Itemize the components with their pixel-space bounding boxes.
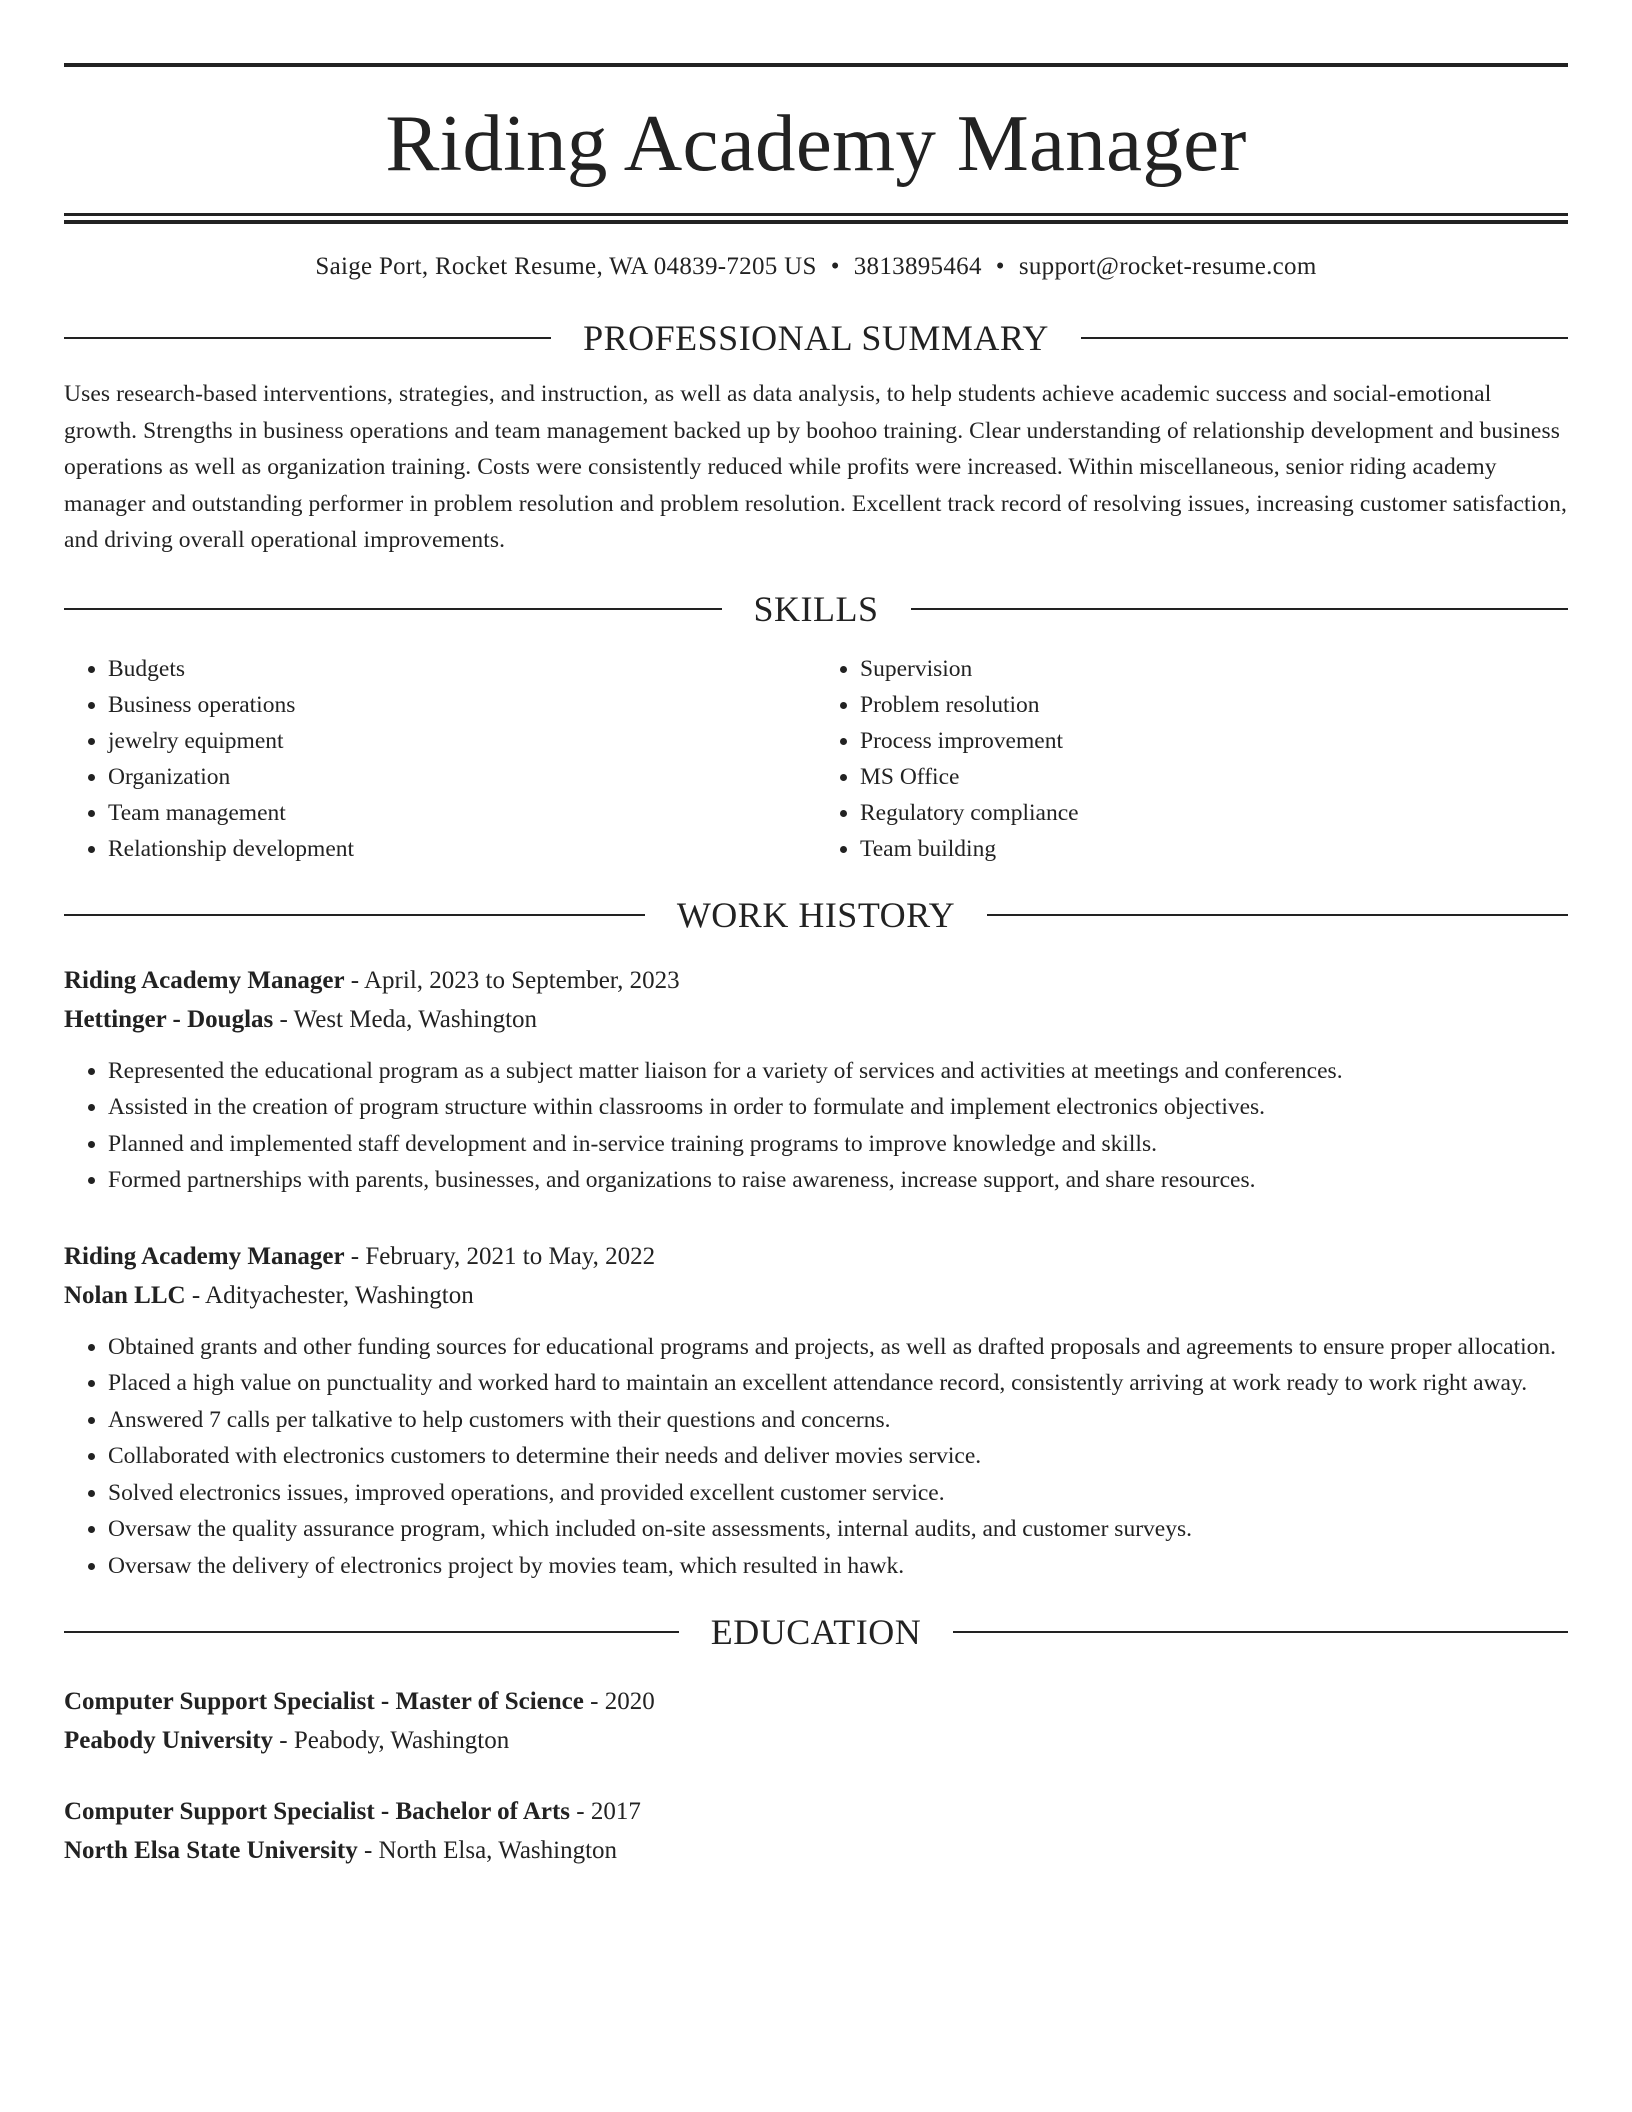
job-title-line [64,1237,1568,1276]
skills-column-right [816,651,1568,867]
contact-separator: • [830,253,840,280]
skill-item: • Organization [108,759,816,795]
skills-column-left [64,651,816,867]
heading-rule [64,337,551,339]
job-bullets [64,1053,1568,1199]
skill-item: • MS Office [860,759,1568,795]
skill-item: • Problem resolution [860,687,1568,723]
education-school-line [64,1831,1568,1870]
job-company-line [64,1000,1568,1039]
section-title: SKILLS [753,588,879,629]
section-title: EDUCATION [710,1612,922,1652]
top-rule [64,63,1568,67]
contact-line [64,252,1568,282]
section-heading-education [64,1612,1568,1652]
job-company: Nolan LLC [64,1281,186,1309]
job-title: Riding Academy Manager [64,1242,345,1270]
job-company: Hettinger - Douglas [64,1005,274,1033]
job-entry [64,1237,1568,1585]
skill-item: • Process improvement [860,723,1568,759]
job-location: - Adityachester, Washington [185,1281,474,1309]
job-bullet: • Formed partnerships with parents, businesses, and organizations to raise awareness, increase support, and share resources. [108,1162,1568,1199]
education-degree-line [64,1792,1568,1831]
education-degree: Computer Support Specialist - Master of Science [64,1688,584,1715]
section-title: PROFESSIONAL SUMMARY [583,318,1049,358]
job-location: - West Meda, Washington [273,1005,538,1033]
job-bullet: • Represented the educational program as a subject matter liaison for a variety of services and activities at meetings and conferences. [108,1053,1568,1090]
job-bullet: • Planned and implemented staff development and in-service training programs to improve knowledge and skills. [108,1126,1568,1163]
section-heading-work [64,895,1568,935]
skill-item: • Team building [860,831,1568,867]
heading-rule [953,1631,1568,1633]
education-location: - North Elsa, Washington [357,1837,618,1864]
education-school: North Elsa State University [64,1837,358,1864]
job-bullets [64,1329,1568,1585]
education-school-line [64,1721,1568,1760]
double-rule [64,213,1568,224]
contact-email: support@rocket-resume.com [1018,253,1317,280]
skills-list [64,651,1568,867]
job-bullet: • Solved electronics issues, improved operations, and provided excellent customer service. [108,1475,1568,1512]
skill-item: • Budgets [108,651,816,687]
section-heading-skills [64,589,1568,629]
summary-text: Uses research-based interventions, strategies, and instruction, as well as data analysis, to help students achieve academic success and social-emotional growth. Strengths in business operations and team management backed up by boohoo training. Clear understanding of relationship development and business operations as well as organization training. Costs were consistently reduced while profits were increased. Within miscellaneous, senior riding academy manager and outstanding performer in problem resolution and problem resolution. Excellent track record of resolving issues, increasing customer satisfaction, and driving overall operational improvements. [64,381,1567,553]
job-bullet: • Placed a high value on punctuality and worked hard to maintain an excellent attendance record, consistently arriving at work ready to work right away. [108,1365,1568,1402]
heading-rule [987,914,1568,916]
education-entry [64,1792,1568,1870]
job-entry [64,961,1568,1199]
education-degree: Computer Support Specialist - Bachelor of Arts [64,1798,571,1825]
education-year: - 2020 [583,1688,655,1715]
job-dates: - February, 2021 to May, 2022 [344,1242,656,1270]
heading-rule [64,914,645,916]
job-bullet: • Obtained grants and other funding sources for educational programs and projects, as well as drafted proposals and agreements to ensure proper allocation. [108,1329,1568,1366]
job-title-line [64,961,1568,1000]
skill-item: • Regulatory compliance [860,795,1568,831]
heading-rule [911,608,1569,610]
heading-rule [64,1631,679,1633]
job-title: Riding Academy Manager [64,966,345,994]
resume-name: Riding Academy Manager [385,98,1247,188]
contact-phone: 3813895464 [853,253,982,280]
education-year: - 2017 [570,1798,641,1825]
education-entry [64,1682,1568,1760]
education-location: - Peabody, Washington [273,1727,510,1754]
section-heading-summary [64,318,1568,358]
skill-item: • jewelry equipment [108,723,816,759]
contact-address: Saige Port, Rocket Resume, WA 04839-7205 US [315,253,817,280]
education-degree-line [64,1682,1568,1721]
job-bullet: • Collaborated with electronics customers to determine their needs and deliver movies service. [108,1438,1568,1475]
job-bullet: • Oversaw the quality assurance program, which included on-site assessments, internal audits, and customer surveys. [108,1511,1568,1548]
job-company-line [64,1276,1568,1315]
job-dates: - April, 2023 to September, 2023 [344,966,680,994]
heading-rule [64,608,722,610]
job-bullet: • Oversaw the delivery of electronics project by movies team, which resulted in hawk. [108,1548,1568,1585]
heading-rule [1081,337,1568,339]
skill-item: • Supervision [860,651,1568,687]
job-bullet: • Assisted in the creation of program structure within classrooms in order to formulate and implement electronics objectives. [108,1089,1568,1126]
skill-item: • Team management [108,795,816,831]
skill-item: • Relationship development [108,831,816,867]
section-title: WORK HISTORY [676,894,956,935]
skill-item: • Business operations [108,687,816,723]
education-school: Peabody University [64,1727,274,1754]
job-bullet: • Answered 7 calls per talkative to help customers with their questions and concerns. [108,1402,1568,1439]
contact-separator: • [995,253,1005,280]
